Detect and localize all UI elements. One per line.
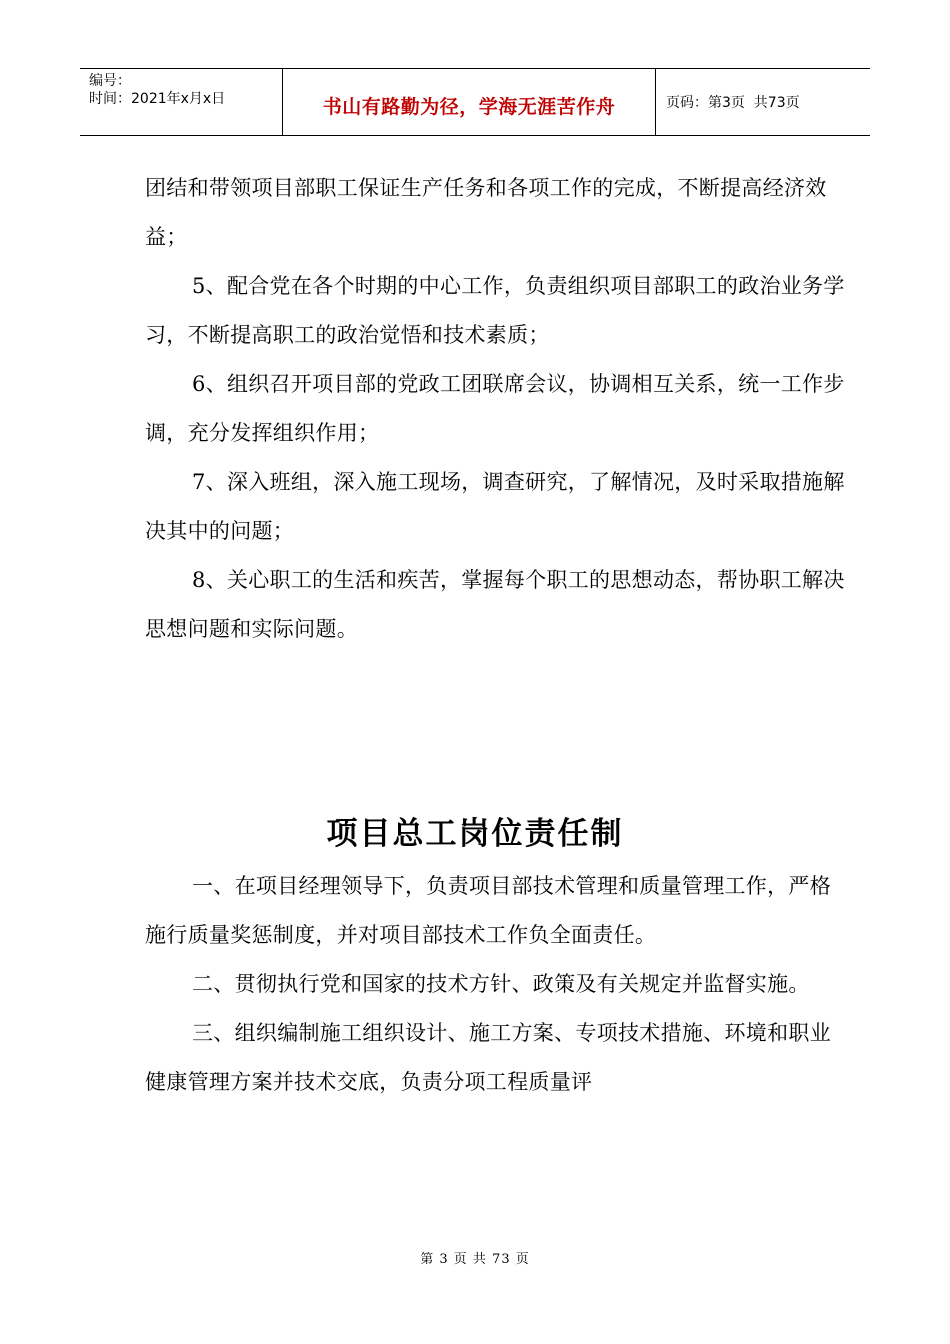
paragraph: 团结和带领项目部职工保证生产任务和各项工作的完成，不断提高经济效益； bbox=[145, 176, 827, 249]
paragraph: 三、组织编制施工组织设计、施工方案、专项技术措施、环境和职业健康管理方案并技术交底，负责分项工程质量评 bbox=[145, 1021, 831, 1094]
page-footer: 第 3 页 共 73 页 bbox=[420, 1252, 530, 1267]
section1-body bbox=[145, 164, 845, 654]
motto-text: 书山有路勤为径，学海无涯苦作舟 bbox=[322, 95, 616, 118]
header-table bbox=[80, 68, 870, 136]
paragraph: 8、关心职工的生活和疾苦，掌握每个职工的思想动态，帮协职工解决思想问题和实际问题。 bbox=[145, 568, 845, 641]
paragraph: 一、在项目经理领导下，负责项目部技术管理和质量管理工作，严格施行质量奖惩制度，并对项目部技术工作负全面责任。 bbox=[145, 874, 831, 947]
paragraph: 7、深入班组，深入施工现场，调查研究，了解情况，及时采取措施解决其中的问题； bbox=[145, 470, 845, 543]
document-number-label: 编号： bbox=[89, 73, 131, 89]
paragraph: 6、组织召开项目部的党政工团联席会议，协调相互关系，统一工作步调，充分发挥组织作用； bbox=[145, 372, 845, 445]
paragraph: 5、配合党在各个时期的中心工作，负责组织项目部职工的政治业务学习，不断提高职工的政治觉悟和技术素质； bbox=[145, 274, 845, 347]
header-meta-cell bbox=[80, 69, 282, 135]
document-date: 时间：2021年x月x日 bbox=[89, 91, 226, 107]
section-title: 项目总工岗位责任制 bbox=[326, 816, 624, 852]
page-info: 页码：第3页 共73页 bbox=[666, 95, 800, 111]
header-page-cell bbox=[656, 69, 870, 135]
header-motto-cell bbox=[282, 69, 656, 135]
paragraph: 二、贯彻执行党和国家的技术方针、政策及有关规定并监督实施。 bbox=[192, 972, 810, 996]
section2-body bbox=[145, 862, 845, 1107]
